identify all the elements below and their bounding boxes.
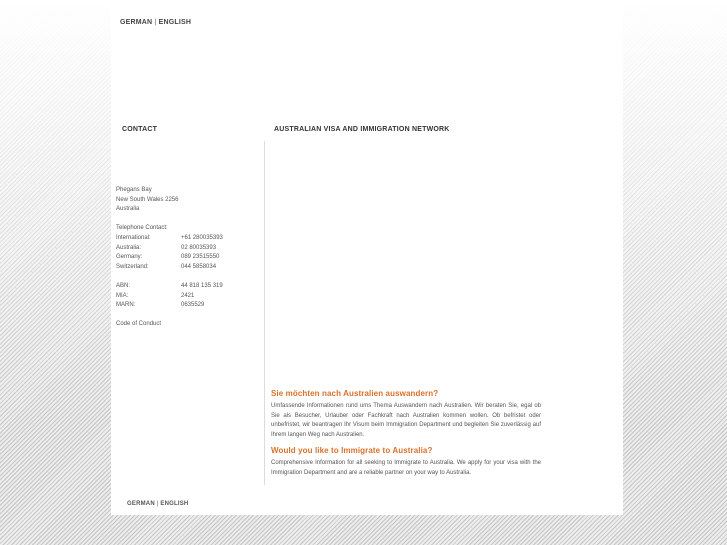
phone-number: 02 80035393: [181, 244, 217, 251]
german-text: Umfassende Informationen rund ums Thema Auswandern nach Australien. Wir beraten Sie, egal ob Sie als Besucher, Urlauber oder Fachkraft nach Australien kommen wollen. Ob befristet oder unbefristet, wir beantragen Ihr Visum beim Immigration Department und begleiten Sie zuverlässig auf Ihrem langen Weg nach Australien.: [271, 403, 541, 439]
phone-label: Australia:: [116, 244, 142, 251]
english-link[interactable]: ENGLISH: [158, 19, 192, 26]
phone-row-international: [116, 234, 261, 244]
phone-row-australia: [116, 244, 261, 254]
german-link[interactable]: GERMAN: [127, 501, 155, 507]
code-of-conduct-link[interactable]: Code of Conduct: [116, 321, 162, 328]
german-title: Sie möchten nach Australien auswandern?: [271, 389, 439, 398]
phone-label: International:: [116, 234, 151, 241]
contact-details: [116, 186, 261, 330]
phone-number: +61 280035393: [181, 234, 223, 241]
phone-number: 044 5858034: [181, 263, 217, 270]
german-link[interactable]: GERMAN: [120, 19, 153, 26]
address-line: Phegans Bay: [116, 187, 152, 193]
id-row-abn: [116, 282, 261, 292]
network-heading: AUSTRALIAN VISA AND IMMIGRATION NETWORK: [274, 126, 450, 133]
id-row-mia: [116, 292, 261, 302]
phone-label: Switzerland:: [116, 263, 149, 270]
id-label: ABN:: [116, 282, 131, 289]
language-separator: |: [152, 19, 159, 26]
id-value: 44 818 135 319: [181, 282, 223, 289]
column-divider: [264, 141, 265, 485]
english-title: Would you like to Immigrate to Australia?: [271, 445, 433, 455]
phone-label: Germany:: [116, 254, 143, 261]
main-content: [271, 389, 541, 483]
address-line: Australia: [116, 206, 140, 213]
english-text: Comprehensive Information for all seeking to Immigrate to Australia. We apply for your visa with the Immigration Department and are a reliable partner on your way to Australia.: [271, 459, 541, 476]
english-link[interactable]: ENGLISH: [160, 501, 189, 507]
id-value: 2421: [181, 292, 195, 299]
address-line: New South Wales 2256: [116, 196, 179, 203]
phone-row-switzerland: [116, 263, 261, 273]
id-row-marn: [116, 301, 261, 311]
language-switcher-top: [120, 19, 191, 26]
id-label: MIA:: [116, 292, 129, 299]
page-container: [111, 0, 623, 515]
telephone-heading: Telephone Contact:: [116, 225, 168, 232]
id-label: MARN:: [116, 302, 136, 309]
phone-row-germany: [116, 253, 261, 263]
contact-heading: CONTACT: [122, 126, 158, 133]
language-switcher-bottom: [127, 501, 188, 507]
id-value: 0635529: [181, 302, 205, 309]
phone-number: 089 23515550: [181, 254, 220, 261]
language-separator: |: [154, 501, 161, 507]
